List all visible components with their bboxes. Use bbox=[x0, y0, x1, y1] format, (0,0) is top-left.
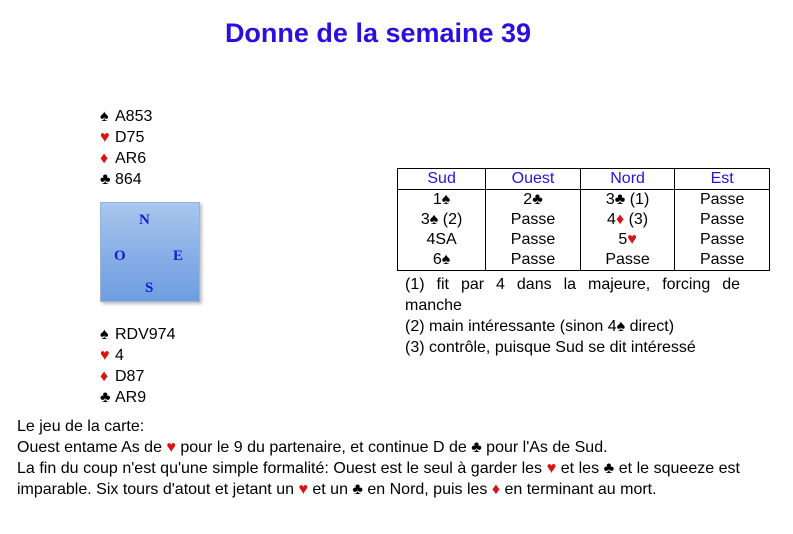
note-3: (3) contrôle, puisque Sud se dit intéressé bbox=[405, 339, 696, 356]
play-paragraph-1: Ouest entame As de ♥ pour le 9 du partenaire, et continue D de ♣ pour l'As de Sud. bbox=[17, 439, 608, 456]
north-spades: ♠ A853 bbox=[100, 108, 153, 125]
bid-cell: 4SA bbox=[398, 230, 486, 250]
heart-icon: ♥ bbox=[100, 347, 110, 364]
bidding-row bbox=[398, 190, 770, 211]
bid-cell: Passe bbox=[675, 230, 770, 250]
bid-cell: Passe bbox=[486, 250, 581, 271]
diamond-icon: ♦ bbox=[100, 368, 109, 385]
south-clubs: ♣ AR9 bbox=[100, 389, 147, 406]
note-2: (2) main intéressante (sinon 4♠ direct) bbox=[405, 318, 675, 335]
north-clubs: ♣ 864 bbox=[100, 171, 142, 188]
spade-icon: ♠ bbox=[100, 326, 109, 343]
club-icon: ♣ bbox=[352, 481, 363, 498]
club-icon: ♣ bbox=[603, 460, 615, 477]
north-diamonds: ♦ AR6 bbox=[100, 150, 147, 167]
diamond-icon: ♦ bbox=[615, 211, 625, 228]
bid-cell: 4♦ (3) bbox=[580, 210, 675, 230]
club-icon: ♣ bbox=[471, 439, 482, 456]
compass-south: S bbox=[145, 280, 154, 296]
south-hand bbox=[100, 324, 175, 408]
bidding-row bbox=[398, 250, 770, 271]
compass-east: E bbox=[173, 248, 184, 264]
diamond-icon: ♦ bbox=[491, 481, 501, 498]
bid-cell: 1♠ bbox=[398, 190, 486, 211]
compass-north: N bbox=[139, 212, 150, 228]
heart-icon: ♥ bbox=[546, 460, 557, 477]
club-icon: ♣ bbox=[100, 171, 111, 188]
bid-cell: 3♠ (2) bbox=[398, 210, 486, 230]
bidding-header-ouest: Ouest bbox=[486, 169, 581, 190]
bid-cell: Passe bbox=[486, 210, 581, 230]
heart-icon: ♥ bbox=[627, 231, 637, 248]
bid-cell: 3♣ (1) bbox=[580, 190, 675, 211]
page-title: Donne de la semaine 39 bbox=[224, 18, 532, 48]
bid-cell: 2♣ bbox=[486, 190, 581, 211]
play-heading: Le jeu de la carte: bbox=[17, 418, 145, 435]
diamond-icon: ♦ bbox=[100, 150, 109, 167]
note-1: (1) fit par 4 dans la majeure, forcing de manche bbox=[405, 276, 740, 314]
bidding-header-row bbox=[398, 169, 770, 190]
play-commentary bbox=[17, 416, 740, 500]
club-icon: ♣ bbox=[100, 389, 111, 406]
bidding-row bbox=[398, 210, 770, 230]
heart-icon: ♥ bbox=[298, 481, 308, 498]
spade-icon: ♠ bbox=[100, 108, 109, 125]
play-paragraph-2: La fin du coup n'est qu'une simple formalité: Ouest est le seul à garder les ♥ et les ♣ et le squeeze est imparable. Six tours d'atout et jetant un ♥ et un ♣ en Nord, puis les ♦ en terminant au mort. bbox=[17, 460, 740, 498]
south-spades: ♠ RDV974 bbox=[100, 326, 176, 343]
bid-cell: Passe bbox=[486, 230, 581, 250]
compass-box bbox=[100, 202, 200, 302]
bid-cell: 6♠ bbox=[398, 250, 486, 271]
bid-cell: Passe bbox=[675, 190, 770, 211]
bid-cell: Passe bbox=[675, 210, 770, 230]
north-hand bbox=[100, 106, 152, 190]
bid-cell: 5♥ bbox=[580, 230, 675, 250]
south-hearts: ♥ 4 bbox=[100, 347, 124, 364]
bid-cell: Passe bbox=[675, 250, 770, 271]
bidding-table bbox=[397, 168, 770, 271]
heart-icon: ♥ bbox=[100, 129, 110, 146]
heart-icon: ♥ bbox=[166, 439, 176, 456]
compass-west: O bbox=[114, 248, 126, 264]
south-diamonds: ♦ D87 bbox=[100, 368, 145, 385]
bidding-notes bbox=[405, 274, 740, 358]
bidding-header-nord: Nord bbox=[580, 169, 675, 190]
north-hearts: ♥ D75 bbox=[100, 129, 145, 146]
bidding-row bbox=[398, 230, 770, 250]
bidding-header-est: Est bbox=[675, 169, 770, 190]
bid-cell: Passe bbox=[580, 250, 675, 271]
bidding-header-sud: Sud bbox=[398, 169, 486, 190]
